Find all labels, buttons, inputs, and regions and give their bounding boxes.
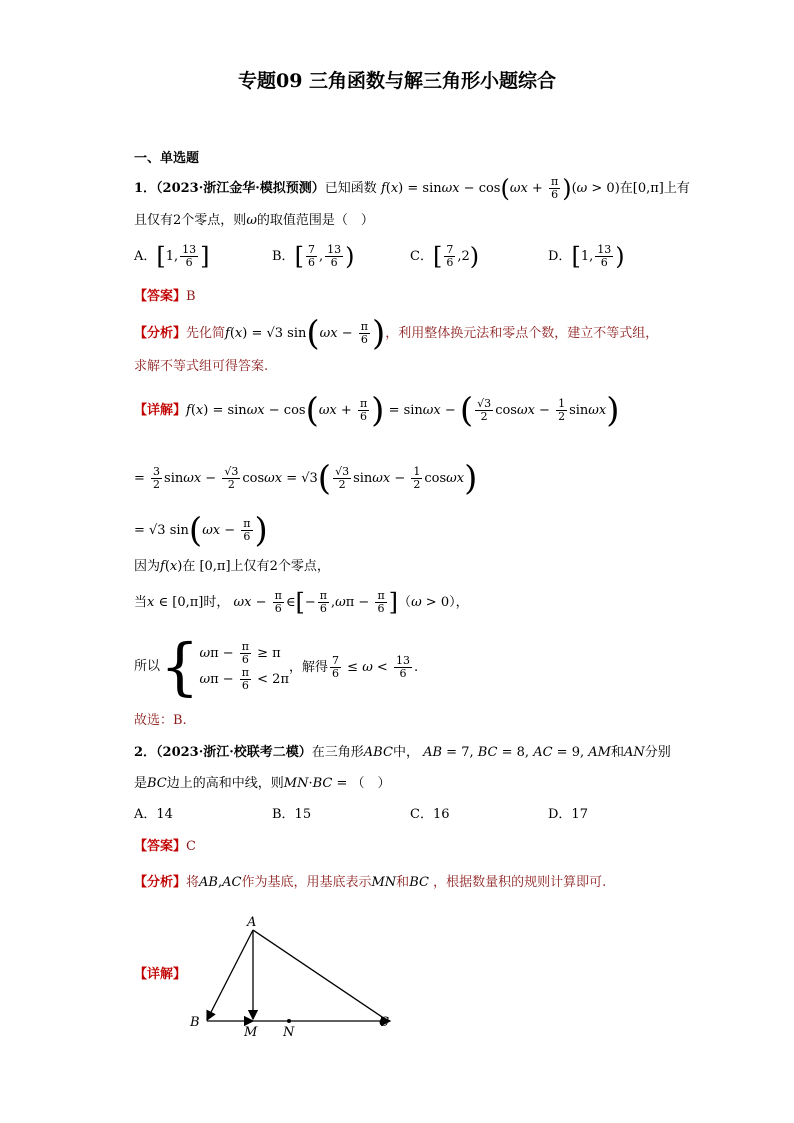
q2-option-d[interactable]: D．17 <box>548 807 588 822</box>
q1-detail-line4: 因为f(x)在 [0,π]上仅有2个零点， <box>134 559 330 574</box>
triangle-diagram <box>180 908 400 1043</box>
label-n: N <box>283 1025 295 1040</box>
q2-option-a[interactable]: A．14 <box>134 807 173 822</box>
q1-stem-line2: 且仅有2个零点，则ω的取值范围是（ ） <box>134 213 374 228</box>
q1-detail-line5: 当x ∈ [0,π]时， ωx − $\frac{\pi}{6}$ ∈[− $\frac{\pi}{6}$ ,ωπ − $\frac{\pi}{6}$ ]（ω > 0）， <box>134 588 469 617</box>
page-title: 专题09 三角函数与解三角形小题综合 <box>237 70 557 92</box>
segment-ac <box>253 930 388 1021</box>
section-heading: 一、单选题 <box>134 151 200 166</box>
q1-option-d[interactable]: D．[1, $\frac{13}{6}$ ) <box>548 242 625 271</box>
q1-function: f <box>380 181 386 196</box>
q1-conclusion: 故选：B. <box>134 713 187 728</box>
q2-stem-line2: 是BC边上的高和中线，则MN·BC = （ ） <box>134 776 391 791</box>
q2-option-b[interactable]: B．15 <box>272 807 312 822</box>
q1-source: （2023·浙江金华·模拟预测） <box>156 181 325 196</box>
q1-option-b[interactable]: B．[ $\frac{7}{6}$ , $\frac{13}{6}$ ) <box>272 242 355 271</box>
q1-options <box>134 244 686 269</box>
label-a: A <box>247 915 257 930</box>
vector-ab <box>207 930 253 1020</box>
q1-number: 1． <box>134 181 157 196</box>
q1-detail-line1: 【详解】f(x) = sinωx − cos(ωx + $\frac{\pi}{6}$ ) = sinωx − ( $\frac{√3}{2}$ cosωx − $\frac{1}{2}$ sinωx) <box>134 390 620 431</box>
q2-answer: 【答案】C <box>134 839 196 854</box>
q2-options <box>134 804 686 826</box>
q2-option-c[interactable]: C．16 <box>410 807 450 822</box>
point-n <box>287 1019 291 1023</box>
q1-option-a[interactable]: A．[1, $\frac{13}{6}$ ] <box>134 242 210 271</box>
q2-detail-tag: 【详解】 <box>134 967 187 982</box>
q1-detail-system: 所以{ ωπ − $\frac{\pi}{6}$ ≥ π ωπ − $\frac{\pi}{6}$ < 2π ，解得 $\frac{7}{6}$ ≤ ω < $\frac{13}{6}$ . <box>134 630 419 703</box>
label-b: B <box>190 1015 200 1030</box>
label-c: C <box>379 1015 389 1030</box>
q1-option-c[interactable]: C．[ $\frac{7}{6}$ ,2) <box>410 242 480 271</box>
q2-number: 2． <box>134 745 157 760</box>
q1-stem-text: 已知函数 <box>324 181 377 196</box>
label-m: M <box>244 1025 258 1040</box>
q1-analysis-line2: 求解不等式组可得答案. <box>134 359 269 374</box>
q2-stem-line1: 2．（2023·浙江·校联考二模）在三角形ABC中， AB = 7, BC = 8, AC = 9, AM和AN分别 <box>134 745 671 760</box>
q2-analysis: 【分析】将AB,AC作为基底，用基底表示MN和BC ，根据数量积的规则计算即可. <box>134 875 607 890</box>
q1-analysis-line1: 【分析】先化简f(x) = √3 sin(ωx − $\frac{\pi}{6}$ )，利用整体换元法和零点个数，建立不等式组， <box>134 313 659 354</box>
q1-detail-line2: = $\frac{3}{2}$ sinωx − $\frac{√3}{2}$ cosωx = √3( $\frac{√3}{2}$ sinωx − $\frac{1}{2}$ cosωx) <box>134 458 478 499</box>
q1-detail-line3: = √3 sin(ωx − $\frac{\pi}{6}$ ) <box>134 510 268 551</box>
q2-source: （2023·浙江·校联考二模） <box>156 745 312 760</box>
q1-stem-line1: 1．（2023·浙江金华·模拟预测）已知函数 f(x) = sinωx − cos(ωx + $\frac{\pi}{6}$ )(ω > 0)在[0,π]上有 <box>134 174 690 203</box>
q1-answer: 【答案】B <box>134 289 196 304</box>
